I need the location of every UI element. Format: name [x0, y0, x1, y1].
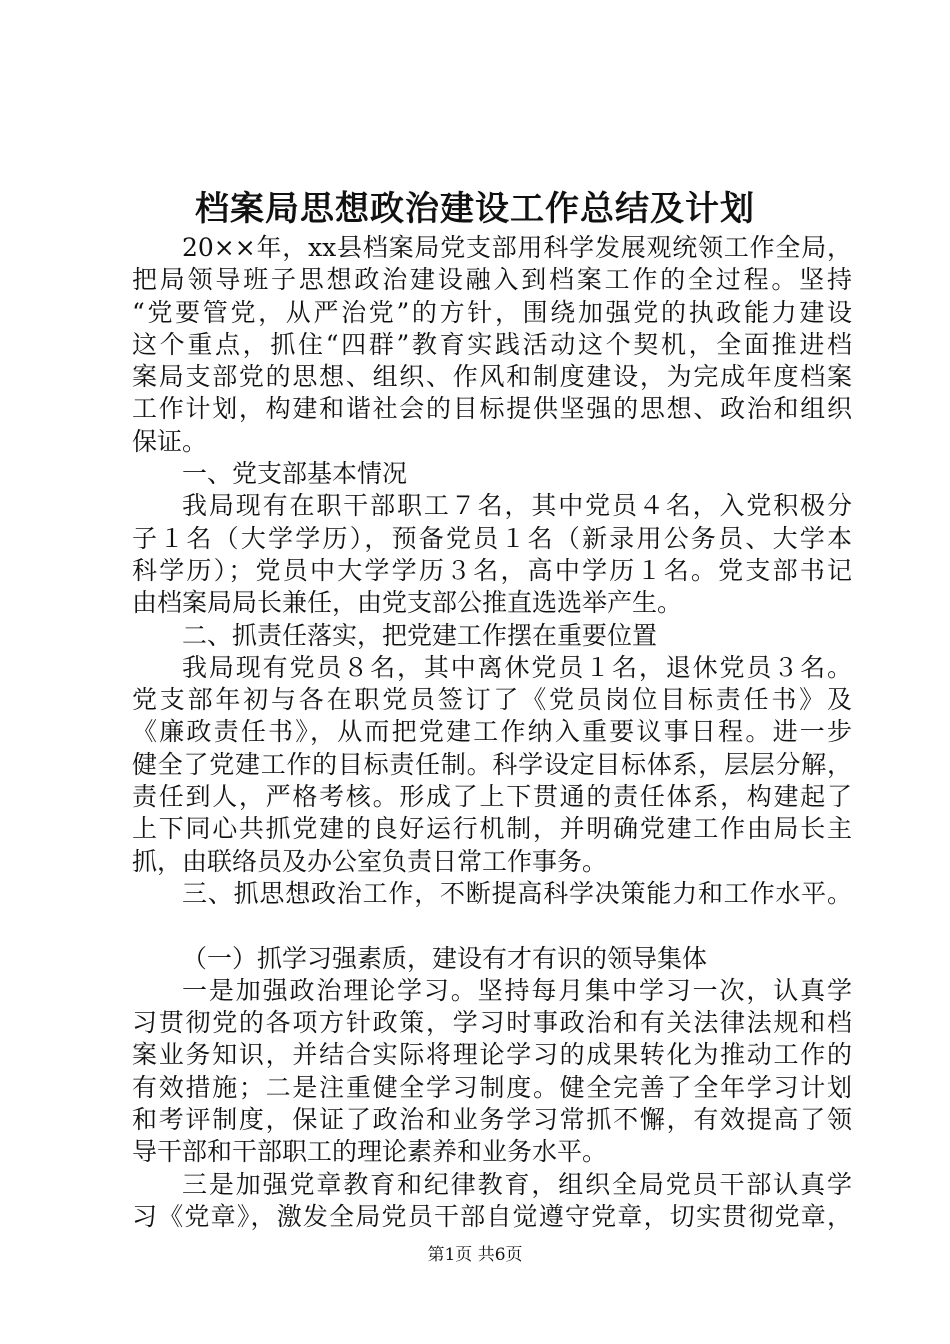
text-line: 子１名（大学学历），预备党员１名（新录用公务员、大学本	[132, 523, 852, 553]
subsection-heading: （一）抓学习强素质，建设有才有识的领导集体	[182, 943, 708, 973]
document-body	[132, 232, 852, 1233]
text-line: 案业务知识，并结合实际将理论学习的成果转化为推动工作的	[132, 1040, 852, 1070]
text-line: 20××年，xx县档案局党支部用科学发展观统领工作全局，	[182, 233, 852, 262]
text-line: 有效措施；二是注重健全学习制度。健全完善了全年学习计划	[132, 1072, 852, 1102]
text-line: 这个重点，抓住“四群”教育实践活动这个契机，全面推进档	[132, 329, 852, 359]
text-line: 我局现有在职干部职工７名，其中党员４名，入党积极分	[182, 491, 852, 521]
text-line: 三是加强党章教育和纪律教育，组织全局党员干部认真学	[182, 1169, 852, 1199]
text-line: 党支部年初与各在职党员签订了《党员岗位目标责任书》及	[132, 685, 852, 715]
section-heading: 三、抓思想政治工作，不断提高科学决策能力和工作水平。	[182, 878, 852, 908]
document-title: 档案局思想政治建设工作总结及计划	[195, 189, 755, 229]
text-line: “党要管党，从严治党”的方针，围绕加强党的执政能力建设	[132, 297, 852, 327]
section-heading: 一、党支部基本情况	[182, 459, 408, 489]
text-line: 我局现有党员８名，其中离休党员１名，退休党员３名。	[182, 652, 852, 682]
text-line: 工作计划，构建和谐社会的目标提供坚强的思想、政治和组织	[132, 394, 852, 424]
page-footer: 第1页 共6页	[427, 1245, 523, 1265]
text-line: 导干部和干部职工的理论素养和业务水平。	[132, 1137, 608, 1167]
text-line: 一是加强政治理论学习。坚持每月集中学习一次，认真学	[182, 975, 852, 1005]
section-heading: 二、抓责任落实，把党建工作摆在重要位置	[182, 620, 658, 650]
text-line: 健全了党建工作的目标责任制。科学设定目标体系，层层分解，	[132, 749, 852, 779]
blank-line	[132, 910, 852, 942]
text-line: 抓，由联络员及办公室负责日常工作事务。	[132, 846, 608, 876]
text-line: 《廉政责任书》，从而把党建工作纳入重要议事日程。进一步	[132, 717, 852, 747]
text-line: 保证。	[132, 426, 208, 456]
text-line: 科学历）；党员中大学学历３名，高中学历１名。党支部书记	[132, 555, 852, 585]
text-line: 责任到人，严格考核。形成了上下贯通的责任体系，构建起了	[132, 782, 852, 812]
text-line: 和考评制度，保证了政治和业务学习常抓不懈，有效提高了领	[132, 1105, 852, 1135]
text-line: 案局支部党的思想、组织、作风和制度建设，为完成年度档案	[132, 362, 852, 392]
text-line: 习贯彻党的各项方针政策，学习时事政治和有关法律法规和档	[132, 1008, 852, 1038]
text-line: 上下同心共抓党建的良好运行机制，并明确党建工作由局长主	[132, 814, 852, 844]
text-line: 由档案局局长兼任，由党支部公推直选选举产生。	[132, 588, 683, 618]
text-line: 把局领导班子思想政治建设融入到档案工作的全过程。坚持	[132, 265, 852, 295]
text-line: 习《党章》，激发全局党员干部自觉遵守党章，切实贯彻党章，	[132, 1201, 852, 1231]
